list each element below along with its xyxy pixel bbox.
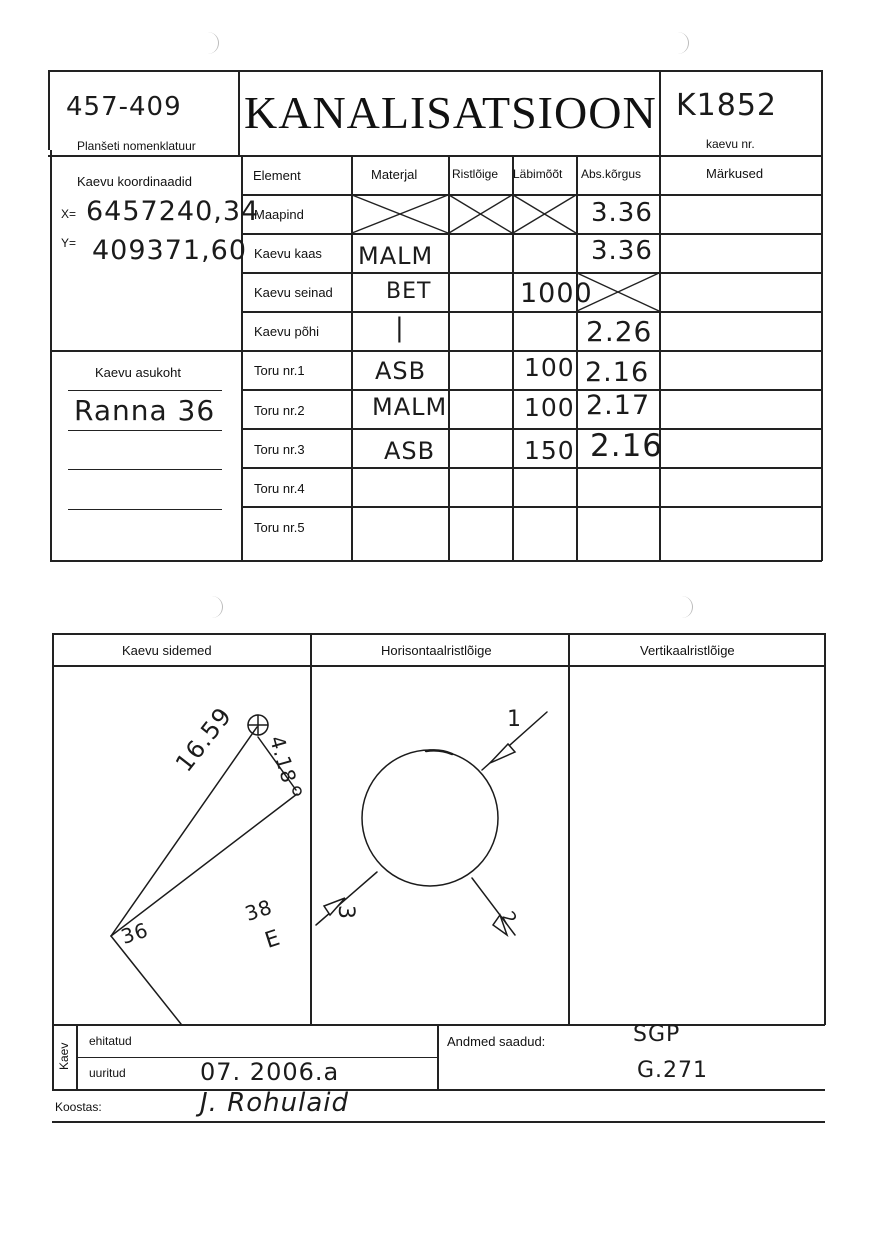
table-row-element: Toru nr.4	[254, 481, 305, 496]
material-value: ASB	[375, 357, 427, 385]
building-letter-label: E	[262, 925, 284, 954]
header-abs-height: Abs.kõrgus	[581, 167, 642, 181]
compiled-label: Koostas:	[55, 1100, 102, 1114]
location-label: Kaevu asukoht	[95, 365, 182, 380]
header-cross-section: Ristlõige	[452, 167, 499, 181]
table-row-element: Kaevu seinad	[254, 285, 333, 300]
header-material: Materjal	[371, 167, 418, 182]
location-value: Ranna 36	[74, 394, 216, 427]
table-row-element: Kaevu kaas	[254, 246, 322, 261]
x-prefix: X=	[61, 207, 77, 221]
table-row-element: Toru nr.5	[254, 520, 305, 535]
table-row-element: Toru nr.3	[254, 442, 305, 457]
header-notes: Märkused	[706, 166, 764, 181]
height-value: 2.17	[586, 390, 651, 421]
pipe-2-label: 2	[496, 908, 522, 930]
coords-label: Kaevu koordinaadid	[77, 174, 192, 189]
y-coordinate-value: 409371,60	[92, 235, 248, 266]
diameter-value: 100	[524, 393, 575, 422]
diameter-value: 100	[524, 353, 575, 382]
header-horizontal-section: Horisontaalristlõige	[381, 643, 492, 658]
diameter-value: 150	[524, 436, 575, 465]
header-well-ties: Kaevu sidemed	[122, 643, 212, 658]
table-row-element: Maapind	[254, 207, 304, 222]
well-number-label: kaevu nr.	[706, 137, 755, 151]
nomenclature-value: 457-409	[66, 92, 182, 122]
nomenclature-label: Planšeti nomenklatuur	[77, 139, 196, 153]
building-number-label: 38	[242, 894, 276, 926]
built-label: ehitatud	[89, 1034, 132, 1048]
well-number-value: K1852	[676, 88, 778, 123]
inspected-label: uuritud	[89, 1066, 126, 1080]
house-number-label: 36	[118, 917, 152, 949]
pipe-3-label: 3	[333, 905, 358, 920]
height-value: 2.16	[590, 428, 664, 464]
height-value: 2.26	[586, 315, 653, 348]
well-side-label: Kaev	[57, 1042, 71, 1070]
table-row-element: Kaevu põhi	[254, 324, 320, 339]
table-row-element: Toru nr.2	[254, 403, 305, 418]
inspected-value: 07. 2006.a	[200, 1058, 340, 1086]
material-value: BET	[386, 279, 432, 304]
compiled-value: J. Rohulaid	[200, 1088, 350, 1118]
header-element: Element	[253, 168, 301, 183]
distance-b-label: 4.18	[264, 733, 302, 787]
data-source-value-2: G.271	[637, 1058, 709, 1083]
material-value: |	[395, 313, 405, 343]
y-prefix: Y=	[61, 236, 77, 250]
height-value: 2.16	[585, 357, 650, 388]
pipe-1-label: 1	[507, 707, 522, 732]
material-value: MALM	[372, 393, 448, 421]
header-diameter: Läbimõõt	[513, 167, 563, 181]
diameter-value: 1000	[520, 278, 593, 309]
x-coordinate-value: 6457240,34	[86, 196, 260, 227]
table-row-element: Toru nr.1	[254, 363, 305, 378]
height-value: 3.36	[591, 198, 653, 228]
data-source-value-1: SGP	[633, 1022, 681, 1047]
distance-a-label: 16.59	[170, 701, 238, 778]
header-vertical-section: Vertikaalristlõige	[640, 643, 735, 658]
data-source-label: Andmed saadud:	[447, 1034, 546, 1049]
page-title: KANALISATSIOON	[244, 87, 657, 138]
material-value: ASB	[384, 437, 436, 465]
material-value: MALM	[358, 242, 434, 270]
height-value: 3.36	[591, 236, 653, 266]
